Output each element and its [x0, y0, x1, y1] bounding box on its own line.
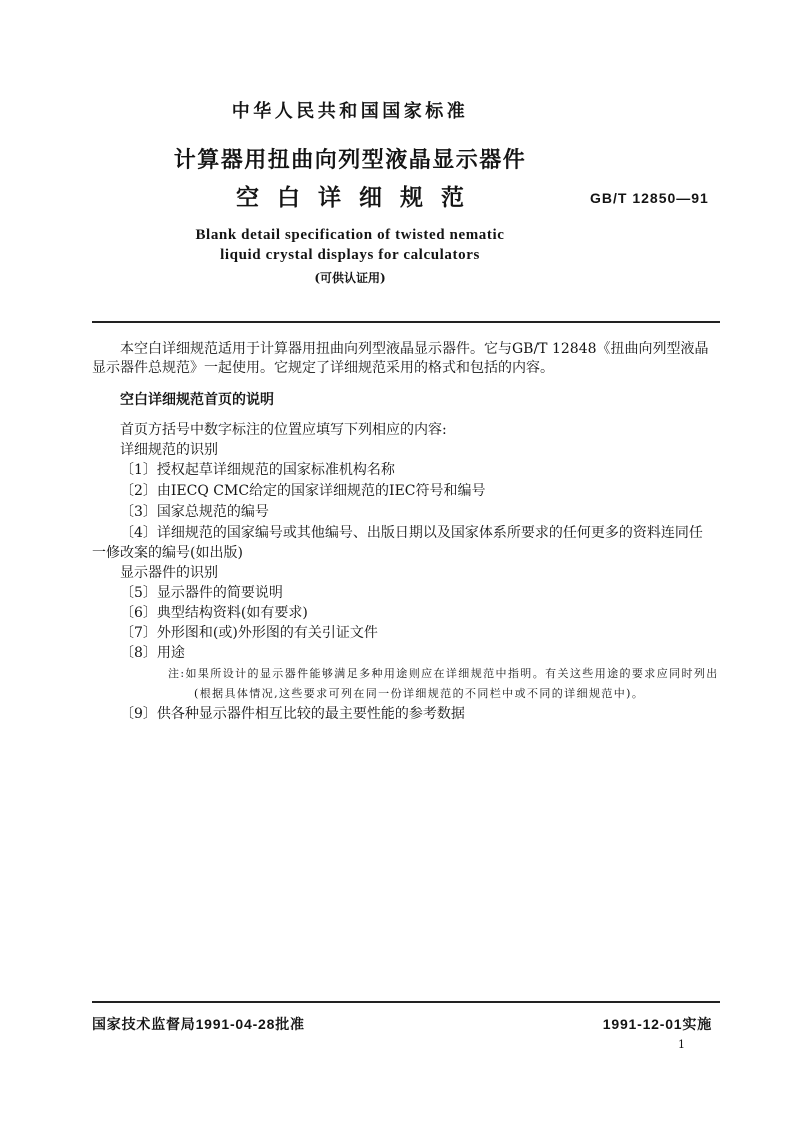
title-line1: 计算器用扭曲向列型液晶显示器件 — [173, 147, 527, 173]
list-item-8: 〔8〕用途 — [120, 645, 185, 661]
group-title-spec-id: 详细规范的识别 — [120, 442, 218, 458]
lead-text: 首页方括号中数字标注的位置应填写下列相应的内容: — [120, 422, 447, 438]
certification-note: (可供认证用) — [314, 271, 386, 285]
list-item-9: 〔9〕供各种显示器件相互比较的最主要性能的参考数据 — [120, 706, 465, 722]
list-item-4-continued: 一修改案的编号(如出版) — [92, 545, 243, 561]
list-item-2: 〔2〕由IECQ CMC给定的国家详细规范的IEC符号和编号 — [120, 483, 486, 499]
header-divider — [92, 321, 720, 323]
list-item-3: 〔3〕国家总规范的编号 — [120, 504, 269, 520]
english-title-line2: liquid crystal displays for calculators — [220, 247, 480, 263]
standard-code: GB/T 12850—91 — [590, 190, 709, 206]
note-line2: (根据具体情况,这些要求可列在同一份详细规范的不同栏中或不同的详细规范中)。 — [194, 687, 645, 700]
list-item-7: 〔7〕外形图和(或)外形图的有关引证文件 — [120, 625, 378, 641]
list-item-4: 〔4〕详细规范的国家编号或其他编号、出版日期以及国家体系所要求的任何更多的资料连同任 — [120, 525, 703, 541]
note-line1: 注:如果所设计的显示器件能够满足多种用途则应在详细规范中指明。有关这些用途的要求应同时列出 — [168, 667, 719, 680]
intro-line1: 本空白详细规范适用于计算器用扭曲向列型液晶显示器件。它与GB/T 12848《扭曲向列型液晶 — [120, 341, 709, 357]
title-line2: 空白详细规范 — [236, 184, 482, 211]
approval-date: 国家技术监督局1991-04-28批准 — [92, 1016, 305, 1032]
footer-divider — [92, 1001, 720, 1003]
section-title: 空白详细规范首页的说明 — [120, 392, 274, 408]
list-item-6: 〔6〕典型结构资料(如有要求) — [120, 605, 308, 621]
list-item-5: 〔5〕显示器件的简要说明 — [120, 585, 283, 601]
english-title-line1: Blank detail specification of twisted nematic — [195, 227, 505, 243]
intro-line2: 显示器件总规范》一起使用。它规定了详细规范采用的格式和包括的内容。 — [92, 360, 554, 376]
standard-type: 中华人民共和国国家标准 — [231, 101, 469, 122]
group-title-display-id: 显示器件的识别 — [120, 565, 218, 581]
list-item-1: 〔1〕授权起草详细规范的国家标准机构名称 — [120, 462, 395, 478]
page-number: 1 — [678, 1038, 685, 1051]
implementation-date: 1991-12-01实施 — [602, 1016, 712, 1032]
